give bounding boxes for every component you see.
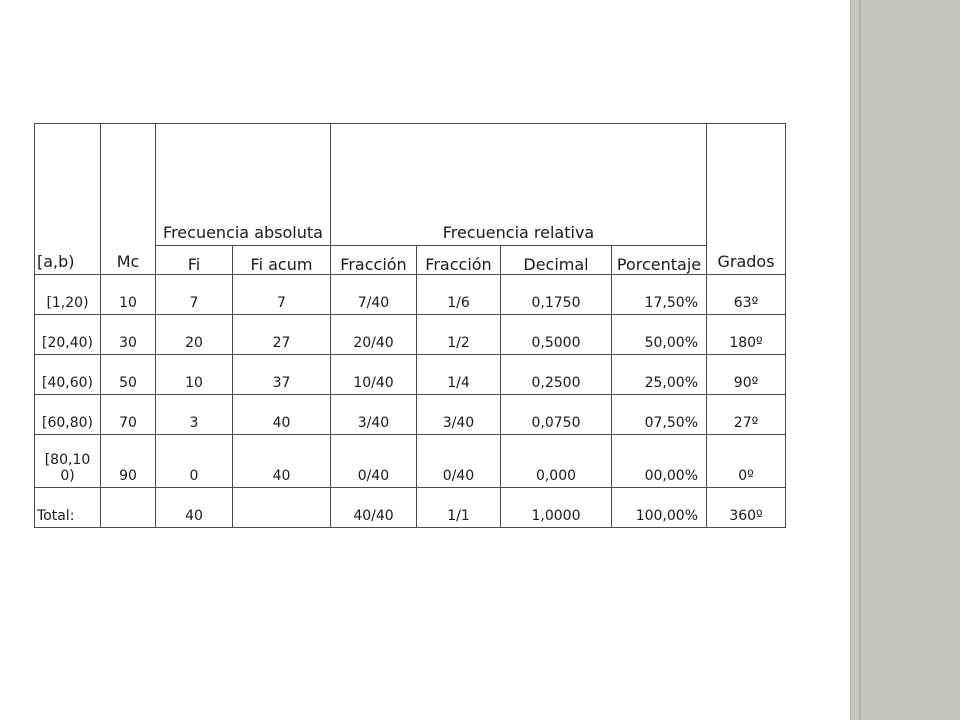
cell-decimal: 0,5000 bbox=[501, 315, 612, 355]
cell-fi-acum: 40 bbox=[233, 435, 331, 488]
cell-porcentaje: 25,00% bbox=[612, 355, 707, 395]
cell-grados: 90º bbox=[707, 355, 786, 395]
total-row bbox=[35, 488, 786, 528]
subheader-fraccion-simplified: Fracción bbox=[417, 246, 501, 275]
cell-fi-acum: 40 bbox=[233, 395, 331, 435]
cell-mc: 70 bbox=[101, 395, 156, 435]
cell-decimal: 0,0750 bbox=[501, 395, 612, 435]
cell-mc: 10 bbox=[101, 275, 156, 315]
cell-fraccion-simplified: 1/6 bbox=[417, 275, 501, 315]
cell-fi-acum: 7 bbox=[233, 275, 331, 315]
header-degrees: Grados bbox=[707, 124, 786, 275]
cell-grados: 0º bbox=[707, 435, 786, 488]
cell-interval: [40,60) bbox=[35, 355, 101, 395]
table-row bbox=[35, 275, 786, 315]
cell-fraccion: 7/40 bbox=[331, 275, 417, 315]
header-absolute-frequency: Frecuencia absoluta bbox=[156, 124, 331, 246]
cell-interval: [80,10 0) bbox=[35, 435, 101, 488]
subheader-fraccion: Fracción bbox=[331, 246, 417, 275]
cell-fraccion: 10/40 bbox=[331, 355, 417, 395]
cell-fraccion-simplified: 1/1 bbox=[417, 488, 501, 528]
cell-fi-acum: 37 bbox=[233, 355, 331, 395]
header-mc: Mc bbox=[101, 124, 156, 275]
cell-mc bbox=[101, 488, 156, 528]
cell-porcentaje: 50,00% bbox=[612, 315, 707, 355]
cell-fi: 3 bbox=[156, 395, 233, 435]
cell-fi: 0 bbox=[156, 435, 233, 488]
cell-porcentaje: 17,50% bbox=[612, 275, 707, 315]
cell-interval: [1,20) bbox=[35, 275, 101, 315]
table-row bbox=[35, 395, 786, 435]
header-relative-frequency: Frecuencia relativa bbox=[331, 124, 707, 246]
cell-decimal: 0,2500 bbox=[501, 355, 612, 395]
cell-fi-acum bbox=[233, 488, 331, 528]
decorative-side-panel bbox=[850, 0, 960, 720]
cell-mc: 30 bbox=[101, 315, 156, 355]
cell-fraccion-simplified: 1/4 bbox=[417, 355, 501, 395]
cell-decimal: 1,0000 bbox=[501, 488, 612, 528]
table-row bbox=[35, 355, 786, 395]
cell-fi: 40 bbox=[156, 488, 233, 528]
cell-grados: 63º bbox=[707, 275, 786, 315]
cell-mc: 90 bbox=[101, 435, 156, 488]
cell-fraccion: 20/40 bbox=[331, 315, 417, 355]
cell-fraccion: 3/40 bbox=[331, 395, 417, 435]
cell-fraccion: 40/40 bbox=[331, 488, 417, 528]
cell-porcentaje: 100,00% bbox=[612, 488, 707, 528]
cell-decimal: 0,1750 bbox=[501, 275, 612, 315]
frequency-table bbox=[34, 123, 786, 528]
table-row bbox=[35, 315, 786, 355]
cell-fraccion-simplified: 0/40 bbox=[417, 435, 501, 488]
header-interval: [a,b) bbox=[35, 124, 101, 275]
cell-porcentaje: 00,00% bbox=[612, 435, 707, 488]
cell-fi-acum: 27 bbox=[233, 315, 331, 355]
cell-grados: 180º bbox=[707, 315, 786, 355]
cell-decimal: 0,000 bbox=[501, 435, 612, 488]
cell-grados: 360º bbox=[707, 488, 786, 528]
cell-interval: [20,40) bbox=[35, 315, 101, 355]
cell-fraccion-simplified: 3/40 bbox=[417, 395, 501, 435]
cell-mc: 50 bbox=[101, 355, 156, 395]
subheader-fi-acum: Fi acum bbox=[233, 246, 331, 275]
cell-interval: [60,80) bbox=[35, 395, 101, 435]
header-row bbox=[35, 124, 786, 246]
cell-grados: 27º bbox=[707, 395, 786, 435]
cell-total-label: Total: bbox=[35, 488, 101, 528]
cell-porcentaje: 07,50% bbox=[612, 395, 707, 435]
cell-fraccion-simplified: 1/2 bbox=[417, 315, 501, 355]
cell-fi: 20 bbox=[156, 315, 233, 355]
subheader-fi: Fi bbox=[156, 246, 233, 275]
table-row bbox=[35, 435, 786, 488]
cell-fraccion: 0/40 bbox=[331, 435, 417, 488]
cell-fi: 7 bbox=[156, 275, 233, 315]
cell-fi: 10 bbox=[156, 355, 233, 395]
subheader-decimal: Decimal bbox=[501, 246, 612, 275]
subheader-porcentaje: Porcentaje bbox=[612, 246, 707, 275]
